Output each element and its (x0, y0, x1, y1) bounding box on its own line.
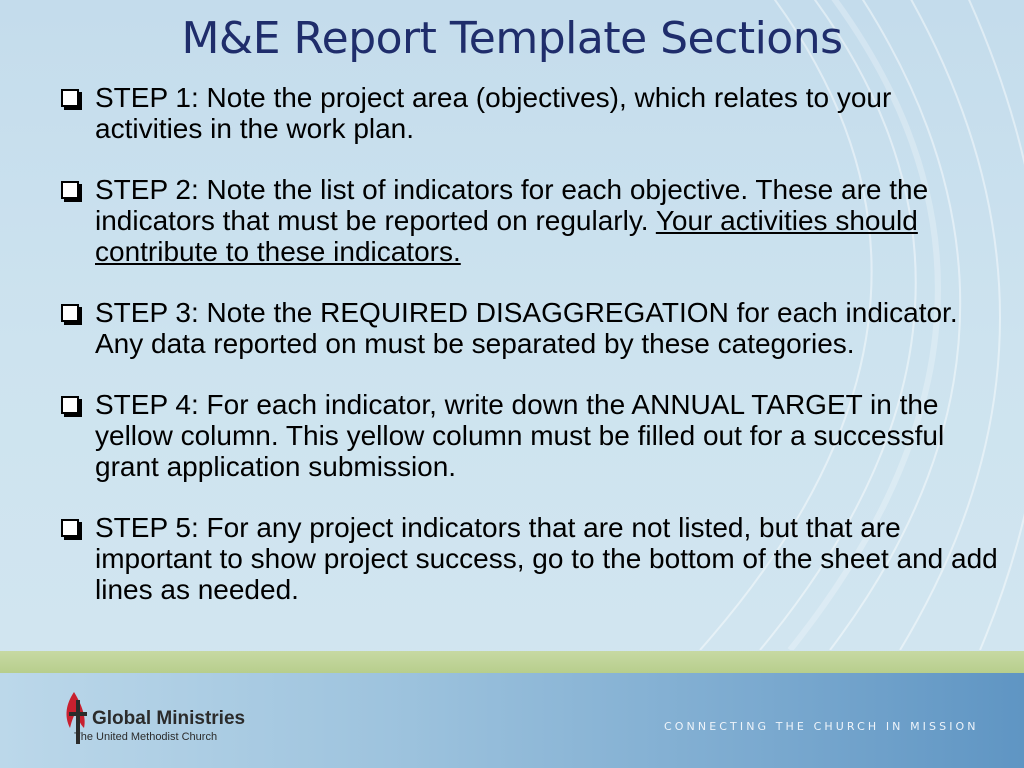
step-item-4 (58, 389, 998, 482)
checkbox-bullet-icon (61, 396, 79, 414)
step-underlined-text: Your activities should contribute to these indicators. (95, 205, 918, 267)
footer-tagline: CONNECTING THE CHURCH IN MISSION (664, 720, 979, 733)
checkbox-bullet-icon (61, 519, 79, 537)
slide-title: M&E Report Template Sections (181, 13, 843, 64)
step-item-5 (58, 512, 998, 605)
step-item-3 (58, 297, 998, 359)
green-band (0, 651, 1024, 673)
step-text: STEP 1: Note the project area (objectives), which relates to your activities in the work plan. (95, 82, 892, 144)
logo-name: Global Ministries (92, 708, 246, 729)
logo-subtitle: The United Methodist Church (74, 731, 218, 743)
step-text: STEP 5: For any project indicators that are not listed, but that are important to show project success, go to the bottom of the sheet and add lines as needed. (95, 512, 998, 605)
checkbox-bullet-icon (61, 89, 79, 107)
step-list (58, 82, 998, 635)
step-item-1 (58, 82, 998, 144)
checkbox-bullet-icon (61, 181, 79, 199)
step-text: STEP 4: For each indicator, write down the ANNUAL TARGET in the yellow column. This yellow column must be filled out for a successful grant application submission. (95, 389, 945, 482)
checkbox-bullet-icon (61, 304, 79, 322)
step-text: STEP 3: Note the REQUIRED DISAGGREGATION for each indicator. Any data reported on must be separated by these categories. (95, 297, 958, 359)
step-text: STEP 2: Note the list of indicators for each objective. These are the indicators that must be reported on regularly. (95, 174, 929, 236)
step-item-2 (58, 174, 998, 267)
